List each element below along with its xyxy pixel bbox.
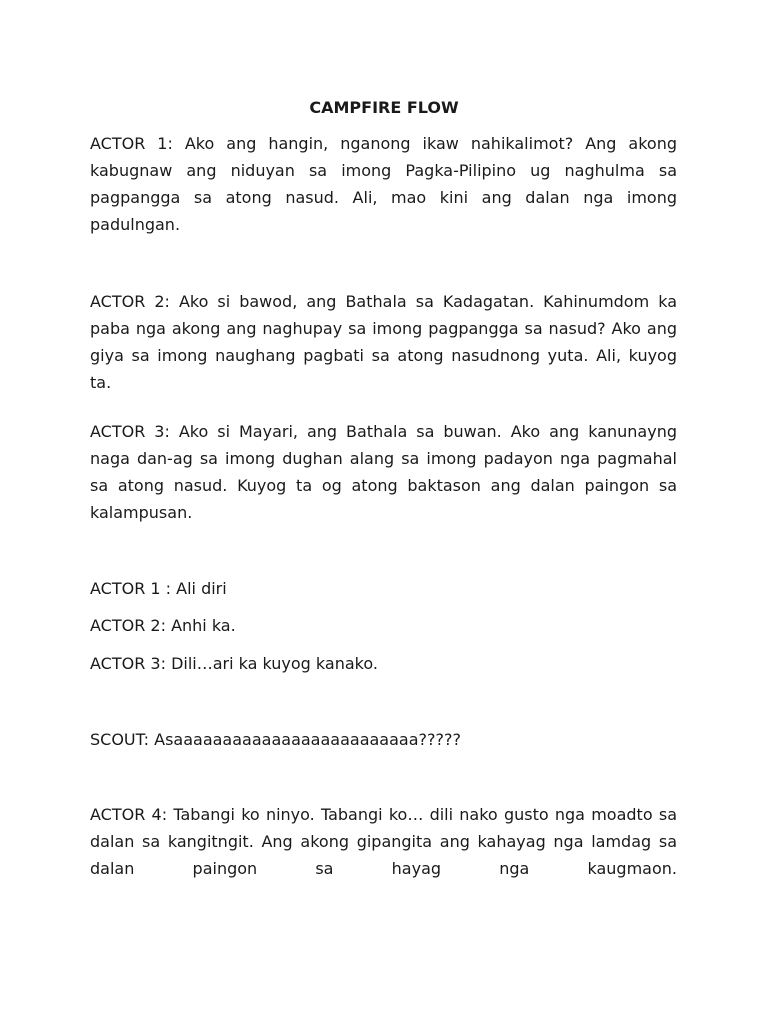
line-actor-2: ACTOR 2: Anhi ka. (90, 616, 236, 635)
paragraph-actor-2: ACTOR 2: Ako si bawod, ang Bathala sa Kadagatan. Kahinumdom ka paba nga akong ang naghupay sa imong pagpangga sa nasud? Ako ang giya sa imong naughang pagbati sa atong nasudnong yuta. Ali, kuyog ta. (90, 292, 677, 392)
document-title: CAMPFIRE FLOW (309, 98, 459, 117)
line-actor-1: ACTOR 1 : Ali diri (90, 579, 227, 598)
line-scout: SCOUT: Asaaaaaaaaaaaaaaaaaaaaaaaaa????? (90, 730, 461, 749)
paragraph-actor-3: ACTOR 3: Ako si Mayari, ang Bathala sa buwan. Ako ang kanunayng naga dan-ag sa imong dughan alang sa imong padayon nga pagmahal sa atong nasud. Kuyog ta og atong baktason ang dalan paingon sa kalampusan. (90, 422, 677, 522)
paragraph-actor-4: ACTOR 4: Tabangi ko ninyo. Tabangi ko… dili nako gusto nga moadto sa dalan sa kangitngit. Ang akong gipangita ang kahayag nga lamdag sa dalan paingon sa hayag nga kaugmaon. (90, 805, 677, 878)
line-actor-3: ACTOR 3: Dili…ari ka kuyog kanako. (90, 654, 378, 673)
paragraph-actor-1: ACTOR 1: Ako ang hangin, nganong ikaw nahikalimot? Ang akong kabugnaw ang niduyan sa imong Pagka-Pilipino ug naghulma sa pagpangga sa atong nasud. Ali, mao kini ang dalan nga imong padulngan. (90, 134, 677, 234)
